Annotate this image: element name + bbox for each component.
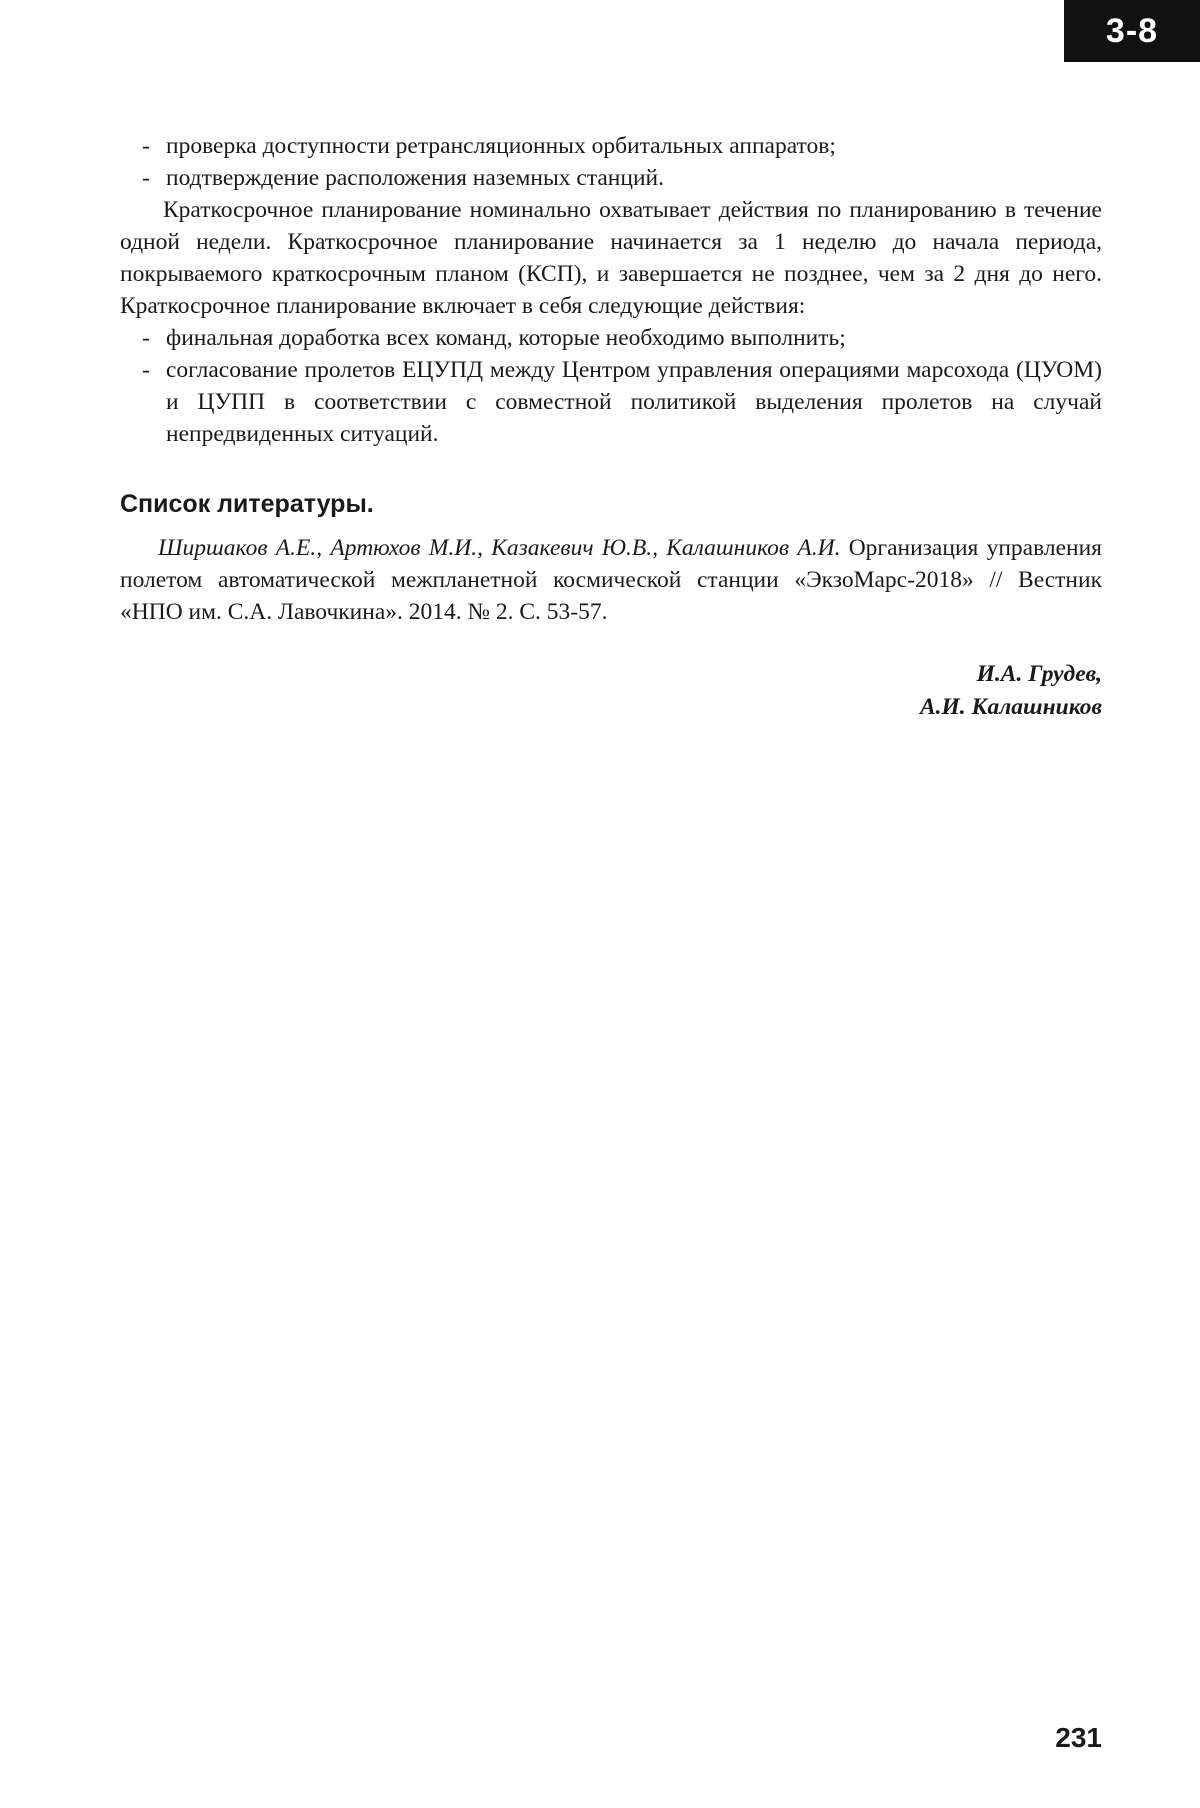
list-item [120, 322, 1102, 354]
list-item-text: согласование пролетов ЕЦУПД между Центром управления операциями марсохода (ЦУОМ) и ЦУПП в соответствии с совместной политикой выделения пролетов на случай непредвиденных ситуаций. [166, 357, 1102, 447]
list-item-text: финальная доработка всех команд, которые необходимо выполнить; [166, 325, 846, 351]
author-name: А.И. Калашников [919, 694, 1102, 720]
list-dash: - [142, 357, 150, 383]
bullet-list-actions [120, 322, 1102, 450]
bibliography-heading: Список литературы. [120, 490, 374, 518]
list-dash: - [142, 325, 150, 351]
list-item-text: проверка доступности ретрансляционных орбитальных аппаратов; [166, 133, 836, 159]
bibliography-authors: Ширшаков А.Е., Артюхов М.И., Казакевич Ю.В., Калашников А.И. [158, 535, 841, 561]
section-tab: 3-8 [1064, 0, 1200, 62]
page-number: 231 [1055, 1722, 1102, 1753]
list-dash: - [142, 165, 150, 191]
author-signature [120, 658, 1102, 724]
list-item [120, 130, 1102, 162]
page-content [120, 130, 1102, 724]
bullet-list-checks [120, 130, 1102, 194]
author-name: И.А. Грудев, [976, 661, 1102, 687]
list-item [120, 354, 1102, 450]
bibliography-entry [120, 532, 1102, 628]
bibliography-citation: Организация управления полетом автоматической межпланетной космической станции «ЭкзоМарс-2018» // Вестник «НПО им. С.А. Лавочкина». 2014. № 2. С. 53-57. [120, 535, 1102, 625]
list-dash: - [142, 133, 150, 159]
list-item [120, 162, 1102, 194]
short-term-planning-paragraph: Краткосрочное планирование номинально охватывает действия по планированию в течение одной недели. Краткосрочное планирование начинается за 1 неделю до начала периода, покрываемого краткосрочным планом (КСП), и завершается не позднее, чем за 2 дня до него. Краткосрочное планирование включает в себя следующие действия: [120, 197, 1102, 319]
list-item-text: подтверждение расположения наземных станций. [166, 165, 664, 191]
